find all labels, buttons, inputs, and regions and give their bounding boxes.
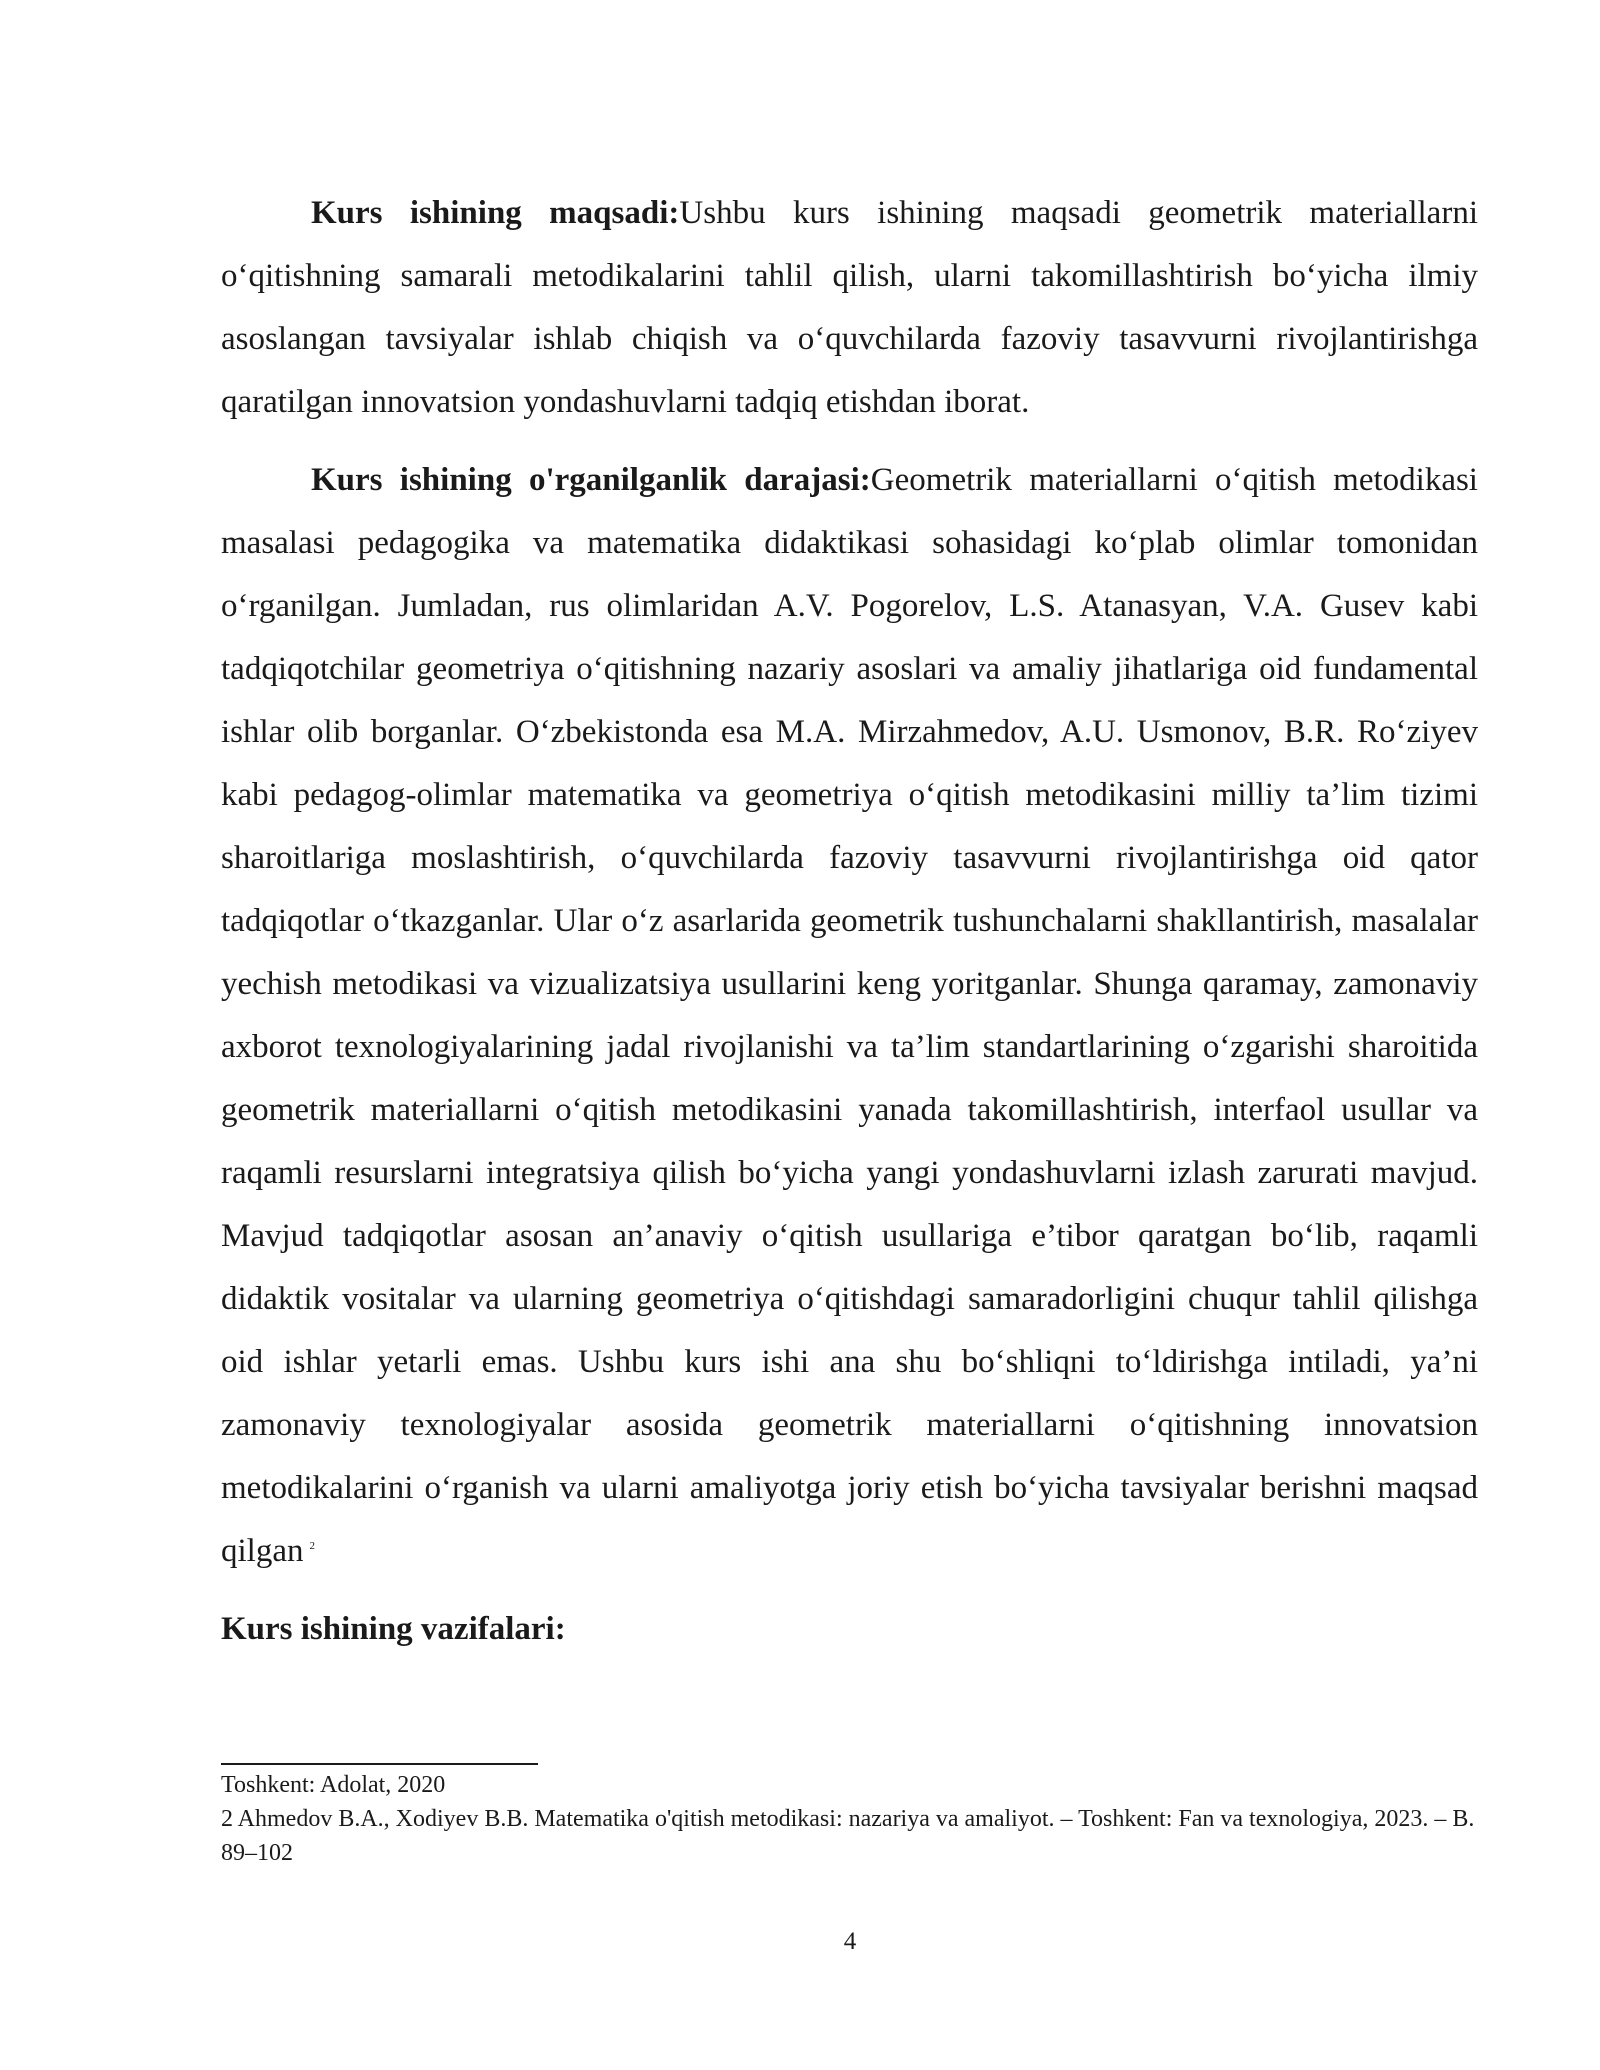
aim-label: Kurs ishining maqsadi: (311, 195, 680, 231)
footnote-reference[interactable]: 2 (309, 1540, 315, 1552)
page-number: 4 (843, 1928, 857, 1955)
footnotes (221, 1768, 1478, 1870)
footnote-item: 2 Ahmedov B.A., Xodiyev B.B. Matematika o'qitish metodikasi: nazariya va amaliyot. – Toshkent: Fan va texnologiya, 2023. – B. 89–102 (221, 1806, 1475, 1866)
study-degree-paragraph (221, 449, 1478, 1583)
aim-paragraph (221, 182, 1478, 434)
study-degree-text: Geometrik materiallarni o‘qitish metodikasi masalasi pedagogika va matematika didaktikasi sohasidagi ko‘plab olimlar tomonidan o‘rganilgan. Jumladan, rus olimlaridan A.V. Pogorelov, L.S. Atanasyan, V.A. Gusev kabi tadqiqotchilar geometriya o‘qitishning nazariy asoslari va amaliy jihatlariga oid fundamental ishlar olib borganlar. O‘zbekistonda esa M.A. Mirzahmedov, A.U. Usmonov, B.R. Ro‘ziyev kabi pedagog-olimlar matematika va geometriya o‘qitish metodikasini milliy ta’lim tizimi sharoitlariga moslashtirish, o‘quvchilarda fazoviy tasavvurni rivojlantirishga oid qator tadqiqotlar o‘tkazganlar. Ular o‘z asarlarida geometrik tushunchalarni shakllantirish, masalalar yechish metodikasi va vizualizatsiya usullarini keng yoritganlar. Shunga qaramay, zamonaviy axborot texnologiyalarining jadal rivojlanishi va ta’lim standartlarining o‘zgarishi sharoitida geometrik materiallarni o‘qitish metodikasini yanada takomillashtirish, interfaol usullar va raqamli resurslarni integratsiya qilish bo‘yicha yangi yondashuvlarni izlash zarurati mavjud. Mavjud tadqiqotlar asosan an’anaviy o‘qitish usullariga e’tibor qaratgan bo‘lib, raqamli didaktik vositalar va ularning geometriya o‘qitishdagi samaradorligini chuqur tahlil qilishga oid ishlar yetarli emas. Ushbu kurs ishi ana shu bo‘shliqni to‘ldirishga intiladi, ya’ni zamonaviy texnologiyalar asosida geometrik materiallarni o‘qitishning innovatsion metodikalarini o‘rganish va ularni amaliyotga joriy etish bo‘yicha tavsiyalar berishni maqsad qilgan (221, 462, 1478, 1569)
main-text (221, 182, 1478, 1661)
study-degree-label: Kurs ishining o'rganilganlik darajasi: (311, 462, 871, 498)
tasks-heading: Kurs ishining vazifalari: (221, 1611, 566, 1647)
footnote-item: Toshkent: Adolat, 2020 (221, 1772, 446, 1798)
footnote-separator (221, 1763, 538, 1765)
aim-text: Ushbu kurs ishining maqsadi geometrik materiallarni o‘qitishning samarali metodikalarini tahlil qilish, ularni takomillashtirish bo‘yicha ilmiy asoslangan tavsiyalar ishlab chiqish va o‘quvchilarda fazoviy tasavvurni rivojlantirishga qaratilgan innovatsion yondashuvlarni tadqiq etishdan iborat. (221, 195, 1478, 420)
